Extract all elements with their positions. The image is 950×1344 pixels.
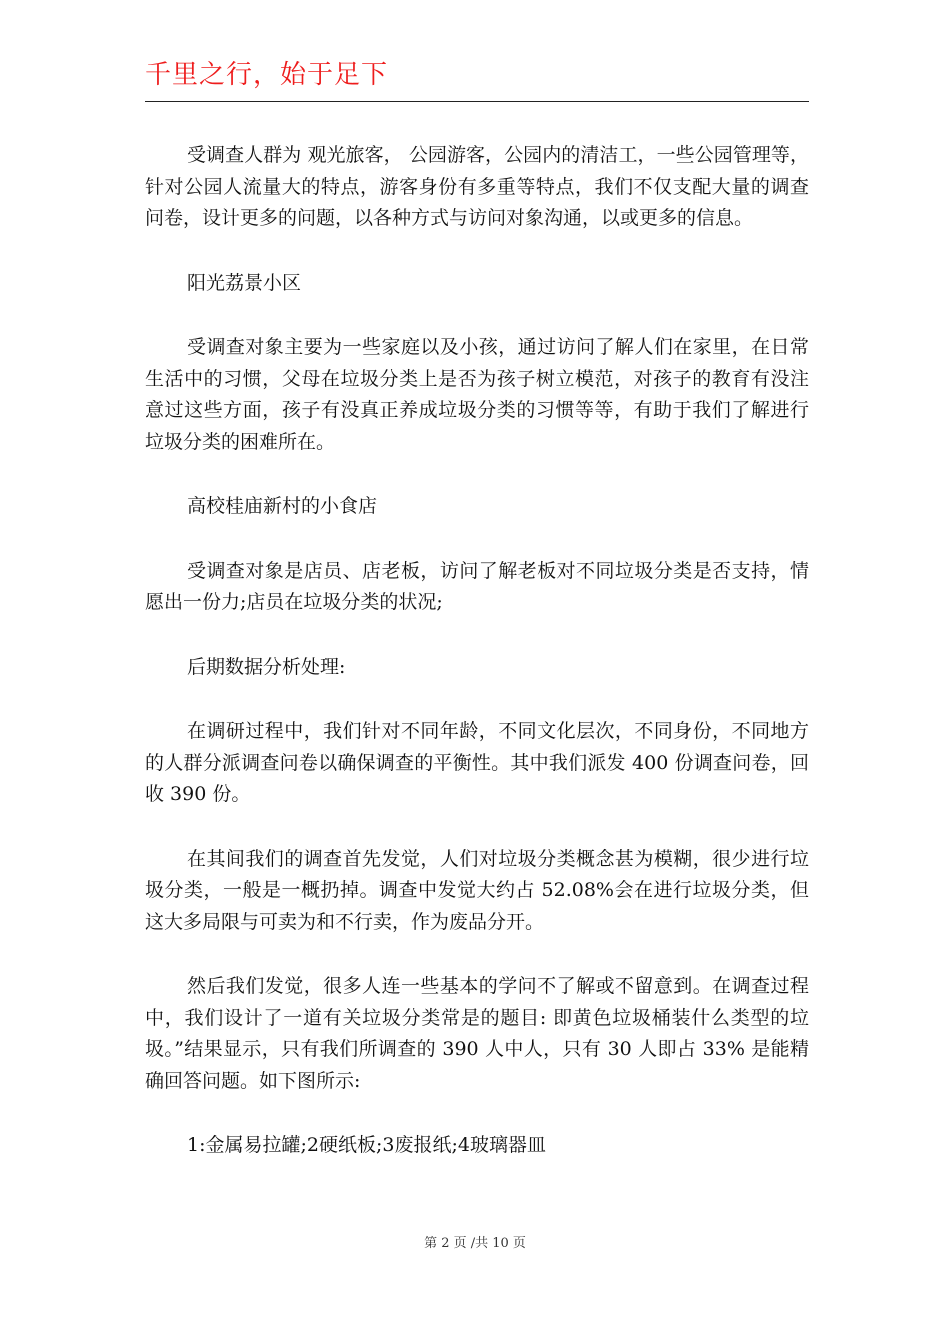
header-title: 千里之行，始于足下 — [145, 60, 389, 90]
paragraph: 1:金属易拉罐;2硬纸板;3废报纸;4玻璃器皿 — [187, 1134, 546, 1156]
paragraph: 阳光荔景小区 — [187, 271, 302, 294]
page-number-footer: 第 2 页 /共 10 页 — [424, 1236, 526, 1251]
paragraph: 后期数据分析处理: — [187, 655, 346, 678]
paragraph: 在调研过程中，我们针对不同年龄，不同文化层次，不同身份，不同地方的人群分派调查问卷以确保调查的平衡性。其中我们派发 400 份调查问卷，回收 390 份。 — [145, 720, 809, 805]
paragraph: 受调查对象是店员、店老板，访问了解老板对不同垃圾分类是否支持，情愿出一份力;店员在垃圾分类的状况; — [145, 559, 809, 613]
header-divider — [145, 101, 809, 102]
paragraph: 在其间我们的调查首先发觉，人们对垃圾分类概念甚为模糊，很少进行垃圾分类，一般是一概扔掉。调查中发觉大约占 52.08%会在进行垃圾分类，但这大多局限与可卖为和不行卖，作为废品分开。 — [145, 847, 809, 933]
paragraph: 然后我们发觉，很多人连一些基本的学问不了解或不留意到。在调查过程中，我们设计了一道有关垃圾分类常是的题目: 即黄色垃圾桶装什么类型的垃圾。”结果显示，只有我们所调查的 390 人中人，只有 30 人即占 33% 是能精确回答问题。如下图所示: — [145, 975, 809, 1092]
paragraph: 受调查人群为 观光旅客， 公园游客，公园内的清洁工，一些公园管理等，针对公园人流量大的特点，游客身份有多重等特点，我们不仅支配大量的调查问卷，设计更多的问题，以各种方式与访问对象沟通，以或更多的信息。 — [145, 144, 809, 229]
paragraph: 高校桂庙新村的小食店 — [187, 495, 378, 517]
document-body — [145, 140, 809, 1195]
paragraph: 受调查对象主要为一些家庭以及小孩，通过访问了解人们在家里，在日常生活中的习惯，父母在垃圾分类上是否为孩子树立模范，对孩子的教育有没注意过这些方面，孩子有没真正养成垃圾分类的习惯等等，有助于我们了解进行垃圾分类的困难所在。 — [145, 336, 809, 453]
